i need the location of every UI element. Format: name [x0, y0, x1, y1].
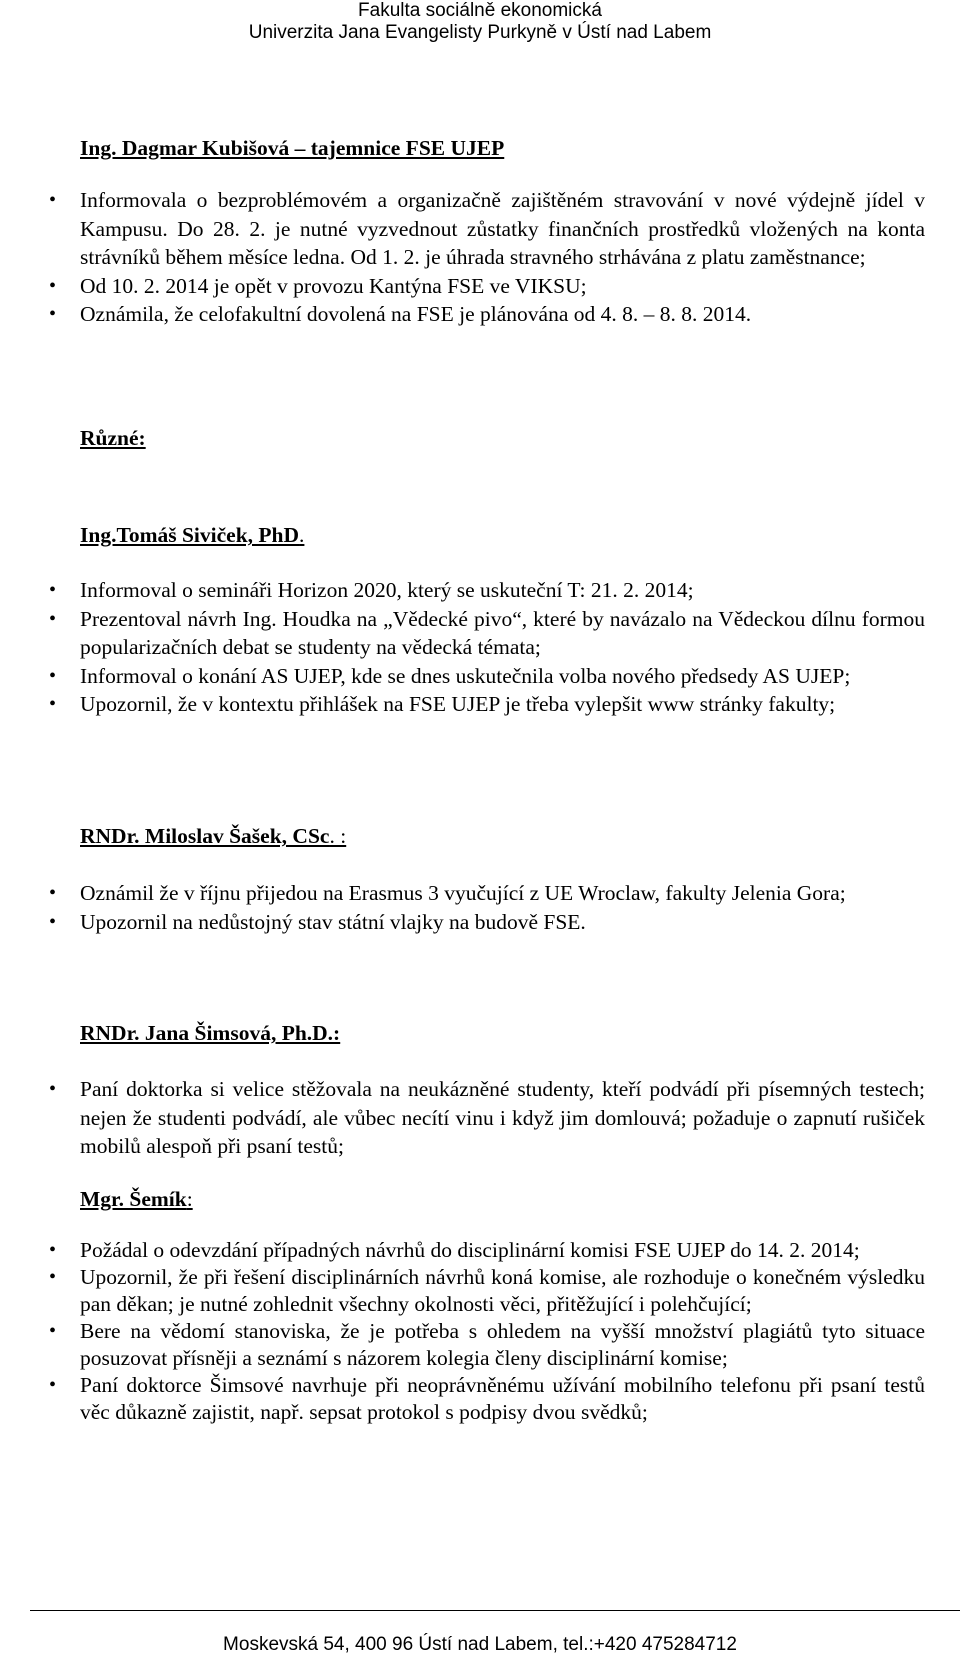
section-list-semik: [80, 1237, 925, 1426]
list-item: • Informovala o bezproblémovém a organizačně zajištěném stravování v nové výdejně jídel v Kampusu. Do 28. 2. je nutné vyzvednout zůstatky finančních prostředků vložených na konta strávníků během měsíce ledna. Od 1. 2. je úhrada stravného strhávána z platu zaměstnance;: [80, 186, 925, 272]
list-item: • Prezentoval návrh Ing. Houdka na „Vědecké pivo“, které by navázalo na Vědeckou dílnu formou popularizačních debat se studenty na vědecká témata;: [80, 605, 925, 662]
list-item: • Informoval o semináři Horizon 2020, který se uskuteční T: 21. 2. 2014;: [80, 576, 925, 605]
footer-divider: [30, 1610, 960, 1611]
list-item: • Informoval o konání AS UJEP, kde se dnes uskutečnila volba nového předsedy AS UJEP;: [80, 662, 925, 691]
section-list-sivicek: [80, 576, 925, 719]
section-list-kubisova: [80, 186, 925, 329]
footer-address: Moskevská 54, 400 96 Ústí nad Labem, tel.:+420 475284712: [223, 1634, 737, 1655]
section-list-sasek: [80, 879, 925, 936]
section-heading-ruzne: Různé:: [80, 426, 146, 450]
list-item: • Bere na vědomí stanoviska, že je potřeba s ohledem na vyšší množství plagiátů tyto situace posuzovat přísněji a seznámí s názorem kolegia členy disciplinární komise;: [80, 1318, 925, 1372]
header-university: Univerzita Jana Evangelisty Purkyně v Ústí nad Labem: [248, 22, 712, 43]
list-item: • Upozornil na nedůstojný stav státní vlajky na budově FSE.: [80, 908, 925, 937]
list-item: • Upozornil, že v kontextu přihlášek na FSE UJEP je třeba vylepšit www stránky fakulty;: [80, 690, 925, 719]
section-list-simsova: [80, 1075, 925, 1161]
header-faculty: Fakulta sociálně ekonomická: [358, 0, 602, 21]
section-heading-kubisova: Ing. Dagmar Kubišová – tajemnice FSE UJEP: [80, 136, 505, 160]
list-item: • Požádal o odevzdání případných návrhů do disciplinární komisi FSE UJEP do 14. 2. 2014;: [80, 1237, 925, 1264]
section-heading-simsova: RNDr. Jana Šimsová, Ph.D.:: [80, 1021, 341, 1045]
list-item: • Oznámil že v říjnu přijedou na Erasmus 3 vyučující z UE Wroclaw, fakulty Jelenia Gora;: [80, 879, 925, 908]
section-heading-semik: Mgr. Šemík:: [80, 1187, 193, 1211]
list-item: • Paní doktorka si velice stěžovala na neukázněné studenty, kteří podvádí při písemných testech; nejen že studenti podvádí, ale vůbec necítí vinu i když jim domlouvá; požaduje o zapnutí rušiček mobilů alespoň při psaní testů;: [80, 1075, 925, 1161]
list-item: • Oznámila, že celofakultní dovolená na FSE je plánována od 4. 8. – 8. 8. 2014.: [80, 300, 925, 329]
list-item: • Upozornil, že při řešení disciplinárních návrhů koná komise, ale rozhoduje o konečném výsledku pan děkan; je nutné zohlednit všechny okolnosti věci, přitěžující i polehčující;: [80, 1264, 925, 1318]
section-heading-sasek: RNDr. Miloslav Šašek, CSc. :: [80, 824, 347, 848]
section-heading-sivicek: Ing.Tomáš Siviček, PhD.: [80, 523, 305, 547]
list-item: • Od 10. 2. 2014 je opět v provozu Kantýna FSE ve VIKSU;: [80, 272, 925, 301]
list-item: • Paní doktorce Šimsové navrhuje při neoprávněnému užívání mobilního telefonu při psaní testů věc důkazně zajistit, např. sepsat protokol s podpisy dvou svědků;: [80, 1372, 925, 1426]
